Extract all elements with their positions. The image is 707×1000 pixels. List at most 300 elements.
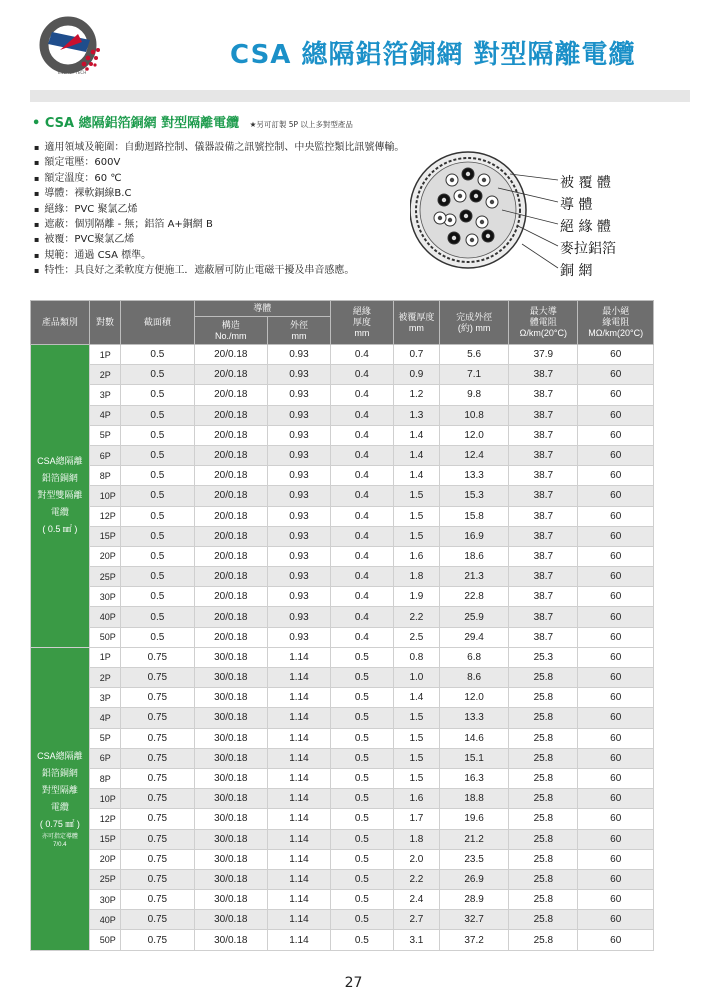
construction-cell: 20/0.18 [194,466,267,486]
resistance-cell: 38.7 [509,567,578,587]
area-cell: 0.5 [121,385,194,405]
sheath-cell: 1.5 [393,748,439,768]
construction-cell: 30/0.18 [194,910,267,930]
resistance-cell: 38.7 [509,587,578,607]
resistance-cell: 38.7 [509,627,578,647]
pairs-cell: 6P [89,748,120,768]
table-row [31,647,654,667]
finished-od-cell: 6.8 [439,647,508,667]
insulation-cell: 0.5 [330,768,393,788]
area-cell: 0.75 [121,890,194,910]
table-row [31,768,654,788]
insulation-resistance-cell: 60 [578,466,654,486]
sheath-cell: 0.9 [393,365,439,385]
finished-od-cell: 15.8 [439,506,508,526]
sheath-cell: 2.5 [393,627,439,647]
resistance-cell: 25.8 [509,809,578,829]
pairs-cell: 8P [89,466,120,486]
table-row [31,728,654,748]
area-cell: 0.75 [121,708,194,728]
insulation-cell: 0.4 [330,365,393,385]
area-cell: 0.75 [121,910,194,930]
finished-od-cell: 5.6 [439,345,508,365]
pairs-cell: 10P [89,486,120,506]
od-cell: 1.14 [267,668,330,688]
insulation-resistance-cell: 60 [578,789,654,809]
insulation-resistance-cell: 60 [578,849,654,869]
finished-od-cell: 13.3 [439,708,508,728]
company-logo [38,12,106,78]
insulation-cell: 0.5 [330,668,393,688]
table-row [31,809,654,829]
insulation-resistance-cell: 60 [578,930,654,950]
construction-cell: 20/0.18 [194,345,267,365]
finished-od-cell: 28.9 [439,890,508,910]
spec-item: ▪ 特性：具良好之柔軟度方便施工．遮蔽層可防止電磁干擾及串音感應。 [34,263,404,278]
insulation-resistance-cell: 60 [578,607,654,627]
insulation-cell: 0.5 [330,869,393,889]
od-cell: 0.93 [267,526,330,546]
spec-item: ▪ 適用領域及範圍：自動迴路控制、儀器設備之訊號控制、中央監控類比訊號傳輸。 [34,140,404,155]
insulation-cell: 0.4 [330,385,393,405]
construction-cell: 30/0.18 [194,890,267,910]
table-row [31,506,654,526]
resistance-cell: 25.8 [509,890,578,910]
pairs-cell: 3P [89,385,120,405]
finished-od-cell: 12.4 [439,445,508,465]
table-row [31,466,654,486]
construction-cell: 20/0.18 [194,607,267,627]
table-row [31,849,654,869]
legend-sheath: 被 覆 體 [560,175,611,191]
od-cell: 1.14 [267,849,330,869]
od-cell: 1.14 [267,728,330,748]
finished-od-cell: 13.3 [439,466,508,486]
sheath-cell: 1.6 [393,546,439,566]
finished-od-cell: 16.9 [439,526,508,546]
area-cell: 0.5 [121,567,194,587]
insulation-cell: 0.5 [330,910,393,930]
od-cell: 0.93 [267,345,330,365]
conductor-core [466,172,470,176]
pairs-cell: 40P [89,910,120,930]
pairs-cell: 40P [89,607,120,627]
resistance-cell: 38.7 [509,607,578,627]
finished-od-cell: 37.2 [439,930,508,950]
finished-od-cell: 22.8 [439,587,508,607]
header-pairs: 對數 [89,301,120,345]
od-cell: 0.93 [267,445,330,465]
area-cell: 0.5 [121,587,194,607]
table-row [31,486,654,506]
pairs-cell: 12P [89,506,120,526]
insulation-cell: 0.4 [330,425,393,445]
area-cell: 0.5 [121,466,194,486]
od-cell: 1.14 [267,748,330,768]
od-cell: 1.14 [267,890,330,910]
category-cell: CSA總隔離 鋁箔銅網 對型雙隔離 電纜 ( 0.5 ㎟ ) [31,345,90,648]
insulation-resistance-cell: 60 [578,768,654,788]
table-row [31,385,654,405]
spec-list [34,140,404,279]
od-cell: 0.93 [267,425,330,445]
header-finished-od: 完成外徑 (約) mm [439,301,508,345]
table-row [31,425,654,445]
od-cell: 0.93 [267,486,330,506]
table-row [31,567,654,587]
finished-od-cell: 18.8 [439,789,508,809]
resistance-cell: 25.8 [509,768,578,788]
finished-od-cell: 12.0 [439,425,508,445]
pairs-cell: 5P [89,728,120,748]
conductor-core [448,218,452,222]
construction-cell: 30/0.18 [194,930,267,950]
resistance-cell: 25.8 [509,728,578,748]
insulation-cell: 0.5 [330,930,393,950]
cable-cross-section-illustration [410,140,670,290]
resistance-cell: 25.8 [509,708,578,728]
finished-od-cell: 19.6 [439,809,508,829]
resistance-cell: 25.3 [509,647,578,667]
resistance-cell: 38.7 [509,385,578,405]
area-cell: 0.5 [121,405,194,425]
sheath-cell: 1.8 [393,829,439,849]
pairs-cell: 4P [89,405,120,425]
resistance-cell: 38.7 [509,546,578,566]
spec-item: ▪ 被覆：PVC聚氯乙烯 [34,232,404,247]
insulation-resistance-cell: 60 [578,668,654,688]
construction-cell: 30/0.18 [194,728,267,748]
svg-text:ENERGY TECH: ENERGY TECH [58,70,87,75]
resistance-cell: 38.7 [509,506,578,526]
conductor-core [450,178,454,182]
finished-od-cell: 14.6 [439,728,508,748]
resistance-cell: 25.8 [509,930,578,950]
insulation-cell: 0.5 [330,708,393,728]
sheath-cell: 3.1 [393,930,439,950]
pairs-cell: 5P [89,425,120,445]
resistance-cell: 25.8 [509,910,578,930]
pairs-cell: 15P [89,526,120,546]
header-area: 截面積 [121,301,194,345]
area-cell: 0.5 [121,365,194,385]
pairs-cell: 25P [89,869,120,889]
table-row [31,930,654,950]
finished-od-cell: 23.5 [439,849,508,869]
spec-item: ▪ 規範：通過 CSA 標準。 [34,248,404,263]
pairs-cell: 1P [89,647,120,667]
conductor-core [442,198,446,202]
table-row [31,910,654,930]
area-cell: 0.75 [121,748,194,768]
construction-cell: 20/0.18 [194,627,267,647]
resistance-cell: 25.8 [509,688,578,708]
insulation-resistance-cell: 60 [578,546,654,566]
conductor-core [438,216,442,220]
area-cell: 0.75 [121,930,194,950]
insulation-cell: 0.4 [330,405,393,425]
area-cell: 0.5 [121,526,194,546]
od-cell: 0.93 [267,607,330,627]
table-row [31,890,654,910]
insulation-resistance-cell: 60 [578,910,654,930]
pairs-cell: 25P [89,567,120,587]
construction-cell: 20/0.18 [194,567,267,587]
sheath-cell: 1.4 [393,688,439,708]
header-category: 產品類別 [31,301,90,345]
insulation-resistance-cell: 60 [578,869,654,889]
insulation-cell: 0.5 [330,829,393,849]
resistance-cell: 38.7 [509,526,578,546]
insulation-resistance-cell: 60 [578,345,654,365]
insulation-cell: 0.5 [330,688,393,708]
finished-od-cell: 32.7 [439,910,508,930]
finished-od-cell: 10.8 [439,405,508,425]
insulation-resistance-cell: 60 [578,405,654,425]
insulation-resistance-cell: 60 [578,829,654,849]
spec-item: ▪ 額定電壓：600V [34,155,404,170]
legend-copper-braid: 銅 網 [560,263,593,279]
construction-cell: 20/0.18 [194,385,267,405]
area-cell: 0.5 [121,627,194,647]
category-cell: CSA總隔離 鋁箔銅網 對型隔離 電纜 ( 0.75 ㎟ ) 亦可指定導體 7/0.4 [31,647,90,950]
resistance-cell: 25.8 [509,668,578,688]
od-cell: 0.93 [267,385,330,405]
area-cell: 0.5 [121,607,194,627]
area-cell: 0.75 [121,768,194,788]
insulation-cell: 0.4 [330,526,393,546]
sheath-cell: 1.6 [393,789,439,809]
insulation-cell: 0.5 [330,647,393,667]
finished-od-cell: 12.0 [439,688,508,708]
cable-cross-section-diagram [410,140,670,290]
header-sheath: 被覆厚度 mm [393,301,439,345]
finished-od-cell: 26.9 [439,869,508,889]
resistance-cell: 25.8 [509,789,578,809]
sheath-cell: 1.0 [393,668,439,688]
table-row [31,789,654,809]
construction-cell: 30/0.18 [194,647,267,667]
sheath-cell: 1.5 [393,768,439,788]
insulation-cell: 0.4 [330,486,393,506]
table-row [31,829,654,849]
area-cell: 0.75 [121,668,194,688]
construction-cell: 30/0.18 [194,768,267,788]
sheath-cell: 1.3 [393,405,439,425]
resistance-cell: 25.8 [509,829,578,849]
insulation-cell: 0.5 [330,809,393,829]
spec-item: ▪ 遮蔽：個別隔離 - 無；鋁箔 A+銅網 B [34,217,404,232]
pairs-cell: 20P [89,546,120,566]
pairs-cell: 20P [89,849,120,869]
sheath-cell: 1.4 [393,466,439,486]
legend-mylar-foil: 麥拉鋁箔 [560,241,616,257]
sheath-cell: 0.8 [393,647,439,667]
finished-od-cell: 15.1 [439,748,508,768]
sheath-cell: 1.5 [393,486,439,506]
insulation-resistance-cell: 60 [578,567,654,587]
table-row [31,345,654,365]
insulation-resistance-cell: 60 [578,385,654,405]
bullet-dot: • [32,116,41,131]
insulation-cell: 0.4 [330,466,393,486]
table-row [31,627,654,647]
table-row [31,869,654,889]
sheath-cell: 1.4 [393,425,439,445]
legend-insulation: 絕 緣 體 [560,219,611,235]
pairs-cell: 15P [89,829,120,849]
insulation-resistance-cell: 60 [578,728,654,748]
header-conductor: 導體 [194,301,330,317]
sheath-cell: 1.5 [393,506,439,526]
resistance-cell: 25.8 [509,869,578,889]
insulation-resistance-cell: 60 [578,506,654,526]
table-row [31,526,654,546]
area-cell: 0.75 [121,688,194,708]
construction-cell: 20/0.18 [194,486,267,506]
sheath-cell: 1.2 [393,385,439,405]
sheath-cell: 2.4 [393,890,439,910]
title-divider [30,90,690,102]
area-cell: 0.75 [121,647,194,667]
construction-cell: 20/0.18 [194,445,267,465]
od-cell: 1.14 [267,647,330,667]
insulation-cell: 0.4 [330,587,393,607]
od-cell: 0.93 [267,567,330,587]
section-title [32,112,353,131]
area-cell: 0.75 [121,789,194,809]
conductor-core [486,234,490,238]
table-row [31,445,654,465]
od-cell: 1.14 [267,809,330,829]
sheath-cell: 2.2 [393,607,439,627]
insulation-cell: 0.4 [330,506,393,526]
od-cell: 0.93 [267,587,330,607]
insulation-cell: 0.5 [330,890,393,910]
resistance-cell: 37.9 [509,345,578,365]
insulation-cell: 0.4 [330,627,393,647]
pairs-cell: 6P [89,445,120,465]
area-cell: 0.5 [121,546,194,566]
finished-od-cell: 21.3 [439,567,508,587]
page-number: 27 [344,975,363,991]
insulation-resistance-cell: 60 [578,627,654,647]
conductor-core [474,194,478,198]
pairs-cell: 3P [89,688,120,708]
table-row [31,708,654,728]
table-row [31,365,654,385]
pairs-cell: 12P [89,809,120,829]
finished-od-cell: 21.2 [439,829,508,849]
resistance-cell: 38.7 [509,466,578,486]
table-row [31,587,654,607]
insulation-cell: 0.4 [330,445,393,465]
conductor-core [452,236,456,240]
construction-cell: 30/0.18 [194,809,267,829]
od-cell: 1.14 [267,708,330,728]
construction-cell: 30/0.18 [194,829,267,849]
conductor-core [470,238,474,242]
od-cell: 1.14 [267,688,330,708]
construction-cell: 20/0.18 [194,425,267,445]
construction-cell: 20/0.18 [194,526,267,546]
conductor-core [480,220,484,224]
pairs-cell: 30P [89,890,120,910]
spec-item: ▪ 絕緣：PVC 聚氯乙烯 [34,202,404,217]
finished-od-cell: 16.3 [439,768,508,788]
finished-od-cell: 9.8 [439,385,508,405]
header-insulation-resistance: 最小絕 緣電阻 MΩ/km(20°C) [578,301,654,345]
area-cell: 0.5 [121,486,194,506]
area-cell: 0.75 [121,728,194,748]
resistance-cell: 38.7 [509,425,578,445]
insulation-resistance-cell: 60 [578,647,654,667]
pairs-cell: 2P [89,365,120,385]
sheath-cell: 1.9 [393,587,439,607]
resistance-cell: 38.7 [509,405,578,425]
conductor-core [464,214,468,218]
od-cell: 0.93 [267,365,330,385]
od-cell: 0.93 [267,506,330,526]
od-cell: 1.14 [267,930,330,950]
header-resistance: 最大導 體電阻 Ω/km(20°C) [509,301,578,345]
area-cell: 0.75 [121,809,194,829]
construction-cell: 30/0.18 [194,849,267,869]
finished-od-cell: 18.6 [439,546,508,566]
resistance-cell: 38.7 [509,486,578,506]
finished-od-cell: 15.3 [439,486,508,506]
construction-cell: 30/0.18 [194,789,267,809]
insulation-resistance-cell: 60 [578,708,654,728]
sheath-cell: 1.8 [393,567,439,587]
spec-item: ▪ 額定溫度：60 ℃ [34,171,404,186]
construction-cell: 30/0.18 [194,869,267,889]
sheath-cell: 1.7 [393,809,439,829]
insulation-cell: 0.5 [330,728,393,748]
sheath-cell: 2.7 [393,910,439,930]
area-cell: 0.5 [121,425,194,445]
construction-cell: 30/0.18 [194,708,267,728]
od-cell: 0.93 [267,627,330,647]
insulation-resistance-cell: 60 [578,688,654,708]
od-cell: 1.14 [267,910,330,930]
spec-item: ▪ 導體：裸軟銅線B.C [34,186,404,201]
insulation-resistance-cell: 60 [578,587,654,607]
page-title: CSA 總隔鋁箔銅網 對型隔離電纜 [230,40,636,70]
od-cell: 0.93 [267,466,330,486]
insulation-resistance-cell: 60 [578,809,654,829]
table-row [31,668,654,688]
construction-cell: 30/0.18 [194,668,267,688]
pairs-cell: 4P [89,708,120,728]
sheath-cell: 2.2 [393,869,439,889]
pairs-cell: 30P [89,587,120,607]
header-od: 外徑 mm [267,317,330,345]
insulation-cell: 0.4 [330,345,393,365]
sheath-cell: 1.5 [393,728,439,748]
conductor-core [490,200,494,204]
finished-od-cell: 7.1 [439,365,508,385]
insulation-resistance-cell: 60 [578,445,654,465]
pairs-cell: 8P [89,768,120,788]
area-cell: 0.5 [121,445,194,465]
construction-cell: 20/0.18 [194,587,267,607]
construction-cell: 20/0.18 [194,405,267,425]
insulation-resistance-cell: 60 [578,748,654,768]
sheath-cell: 2.0 [393,849,439,869]
header-construction: 構造 No./mm [194,317,267,345]
construction-cell: 20/0.18 [194,506,267,526]
